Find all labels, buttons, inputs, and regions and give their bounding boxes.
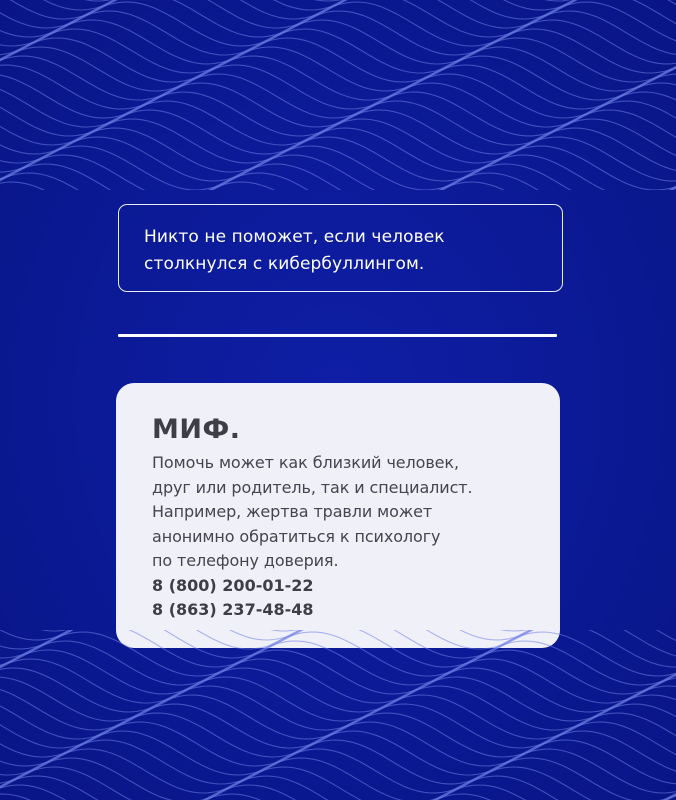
wave-line [0,0,676,37]
wave-line [0,630,676,631]
wave-line [0,677,676,721]
myth-text-line: Помочь может как близкий человек, [152,453,459,472]
wave-line [0,630,676,667]
wave-line [0,758,676,800]
wave-line [0,776,676,800]
wave-line [0,164,676,190]
wave-line [0,650,676,694]
wave-pattern-bottom [0,630,676,800]
wave-line [0,146,676,190]
wave-line [0,173,676,190]
wave-line [0,668,676,712]
wave-line [0,20,676,64]
wave-line [0,56,676,100]
myth-text-line: анонимно обратиться к психологу [152,526,441,546]
myth-text-line: Например, жертва травли может [152,502,433,521]
claim-box [118,204,563,292]
myth-card [116,383,560,648]
hotline-phone-1[interactable]: 8 (800) 200-01-22 [152,575,314,595]
claim-line-1: Никто не поможет, если человек [144,227,445,247]
wave-line [0,740,676,784]
divider-line [118,334,557,337]
myth-text-line: по телефону доверия. [152,551,339,570]
wave-line [0,794,676,800]
wave-line [0,659,676,703]
wave-line [0,641,676,685]
myth-text-line: друг или родитель, так и специалист. [152,477,473,497]
wave-line [0,137,676,181]
wave-pattern-top [0,0,676,190]
wave-line [0,29,676,73]
wave-line [0,11,676,55]
wave-line [0,47,676,91]
hotline-phone-2[interactable]: 8 (863) 237-48-48 [152,600,314,619]
myth-title: МИФ. [152,414,241,445]
claim-line-2: столкнулся с кибербуллингом. [144,254,425,274]
